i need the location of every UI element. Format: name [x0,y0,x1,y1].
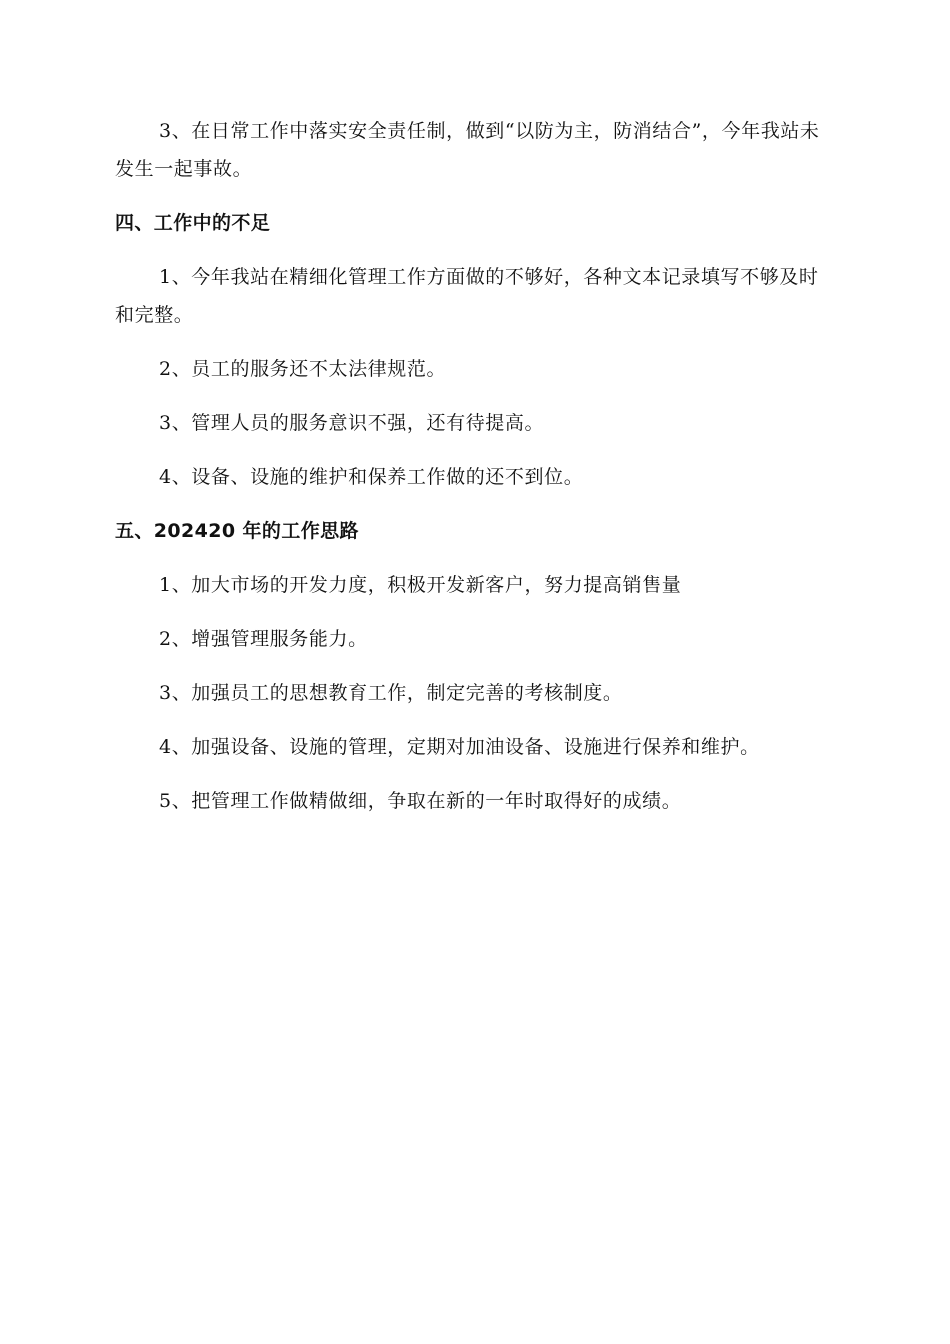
shortcoming-item-3: 3、管理人员的服务意识不强，还有待提高。 [159,412,545,434]
plan-item-2: 2、增强管理服务能力。 [159,628,368,650]
section-heading-work-plan: 五、202420 年的工作思路 [115,520,359,542]
plan-item-4: 4、加强设备、设施的管理，定期对加油设备、设施进行保养和维护。 [159,736,760,758]
section-heading-shortcomings: 四、工作中的不足 [115,212,271,234]
plan-item-1: 1、加大市场的开发力度，积极开发新客户，努力提高销售量 [159,574,682,596]
plan-item-3: 3、加强员工的思想教育工作，制定完善的考核制度。 [159,682,623,704]
document-body [115,112,825,836]
shortcoming-item-1: 1、今年我站在精细化管理工作方面做的不够好，各种文本记录填写不够及时和完整。 [115,266,819,326]
shortcoming-item-4: 4、设备、设施的维护和保养工作做的还不到位。 [159,466,584,488]
plan-item-5: 5、把管理工作做精做细，争取在新的一年时取得好的成绩。 [159,790,682,812]
paragraph-safety-responsibility: 3、在日常工作中落实安全责任制，做到“以防为主，防消结合”，今年我站未发生一起事故。 [115,120,820,180]
shortcoming-item-2: 2、员工的服务还不太法律规范。 [159,358,447,380]
